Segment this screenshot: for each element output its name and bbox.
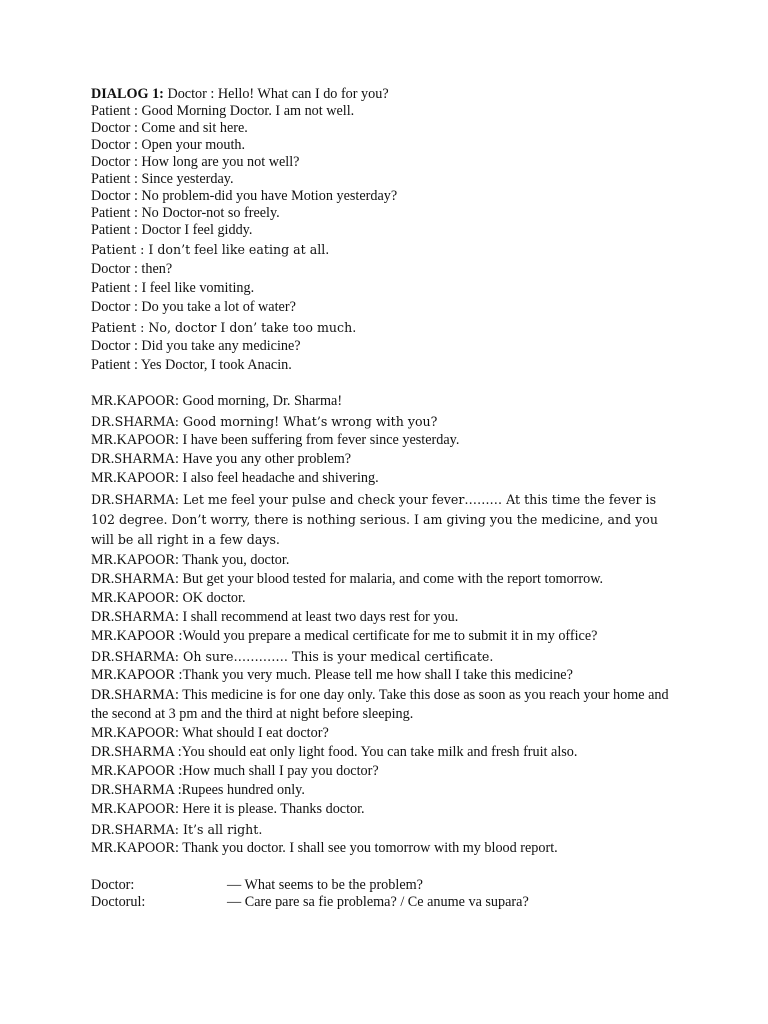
dialog-line: Doctor : then? <box>91 261 173 277</box>
dialog-line: DR.SHARMA :You should eat only light food. You can take milk and fresh fruit also. <box>91 744 578 760</box>
dialog-line: MR.KAPOOR: Thank you doctor. I shall see you tomorrow with my blood report. <box>91 840 558 856</box>
dialog-line: MR.KAPOOR: Here it is please. Thanks doctor. <box>91 801 365 817</box>
translation-row <box>91 877 423 894</box>
dialog-line: DR.SHARMA: Let me feel your pulse and check your fever……… At this time the fever is 102 degree. Don’t worry, there is nothing serious. I am giving you the medicine, and you will be all right in a few days. <box>91 492 658 547</box>
dialog-line: Doctor : Open your mouth. <box>91 137 246 153</box>
dialog-text: — What seems to be the problem? <box>227 877 423 893</box>
dialog-line: MR.KAPOOR :Would you prepare a medical certificate for me to submit it in my office? <box>91 628 598 644</box>
dialog-line: MR.KAPOOR: I also feel headache and shivering. <box>91 470 379 486</box>
dialog-line: DR.SHARMA: I shall recommend at least two days rest for you. <box>91 609 459 625</box>
dialog-line: DR.SHARMA: It’s all right. <box>91 822 263 837</box>
speaker-label: Doctor: <box>91 877 135 893</box>
dialog-line: DR.SHARMA: But get your blood tested for malaria, and come with the report tomorrow. <box>91 571 604 587</box>
dialog-line: MR.KAPOOR: Good morning, Dr. Sharma! <box>91 393 343 409</box>
dialog-line: MR.KAPOOR :How much shall I pay you doctor? <box>91 763 379 779</box>
dialog-line: Patient : No, doctor I don’ take too much. <box>91 320 357 335</box>
dialog-heading: DIALOG 1: <box>91 86 164 102</box>
dialog-line <box>91 86 691 103</box>
dialog-line: Doctor : No problem-did you have Motion yesterday? <box>91 188 398 204</box>
speaker-label: Doctorul: <box>91 894 146 910</box>
dialog-first-line: Doctor : Hello! What can I do for you? <box>167 86 389 102</box>
dialog-line: Patient : Since yesterday. <box>91 171 234 187</box>
dialog-text: — Care pare sa fie problema? / Ce anume va supara? <box>227 894 529 910</box>
dialog-line: Doctor : Do you take a lot of water? <box>91 299 296 315</box>
dialog-line: Patient : I don’t feel like eating at all. <box>91 242 330 257</box>
dialog-line: MR.KAPOOR: OK doctor. <box>91 590 246 606</box>
dialog-line: MR.KAPOOR :Thank you very much. Please tell me how shall I take this medicine? <box>91 667 573 683</box>
dialog-line: Patient : No Doctor-not so freely. <box>91 205 280 221</box>
dialog-line: DR.SHARMA: Good morning! What’s wrong with you? <box>91 414 438 429</box>
dialog-line: MR.KAPOOR: Thank you, doctor. <box>91 552 290 568</box>
dialog-line: DR.SHARMA: Have you any other problem? <box>91 451 352 467</box>
dialog-line: Patient : Yes Doctor, I took Anacin. <box>91 357 292 373</box>
dialog-line: Patient : I feel like vomiting. <box>91 280 255 296</box>
translation-row <box>91 894 529 911</box>
dialog-line: DR.SHARMA: Oh sure…………. This is your medical certificate. <box>91 649 494 664</box>
dialog-line: Doctor : How long are you not well? <box>91 154 300 170</box>
dialog-line: Patient : Good Morning Doctor. I am not well. <box>91 103 355 119</box>
dialog-line: MR.KAPOOR: I have been suffering from fever since yesterday. <box>91 432 460 448</box>
dialog-line: Doctor : Did you take any medicine? <box>91 338 301 354</box>
dialog-line: DR.SHARMA :Rupees hundred only. <box>91 782 305 798</box>
dialog-2 <box>91 393 691 857</box>
dialog-line: Doctor : Come and sit here. <box>91 120 248 136</box>
dialog-line: MR.KAPOOR: What should I eat doctor? <box>91 725 329 741</box>
dialog-line: DR.SHARMA: This medicine is for one day only. Take this dose as soon as you reach your home and the second at 3 pm and the third at night before sleeping. <box>91 687 669 722</box>
dialog-line: Patient : Doctor I feel giddy. <box>91 222 253 238</box>
dialog-1 <box>91 86 691 374</box>
